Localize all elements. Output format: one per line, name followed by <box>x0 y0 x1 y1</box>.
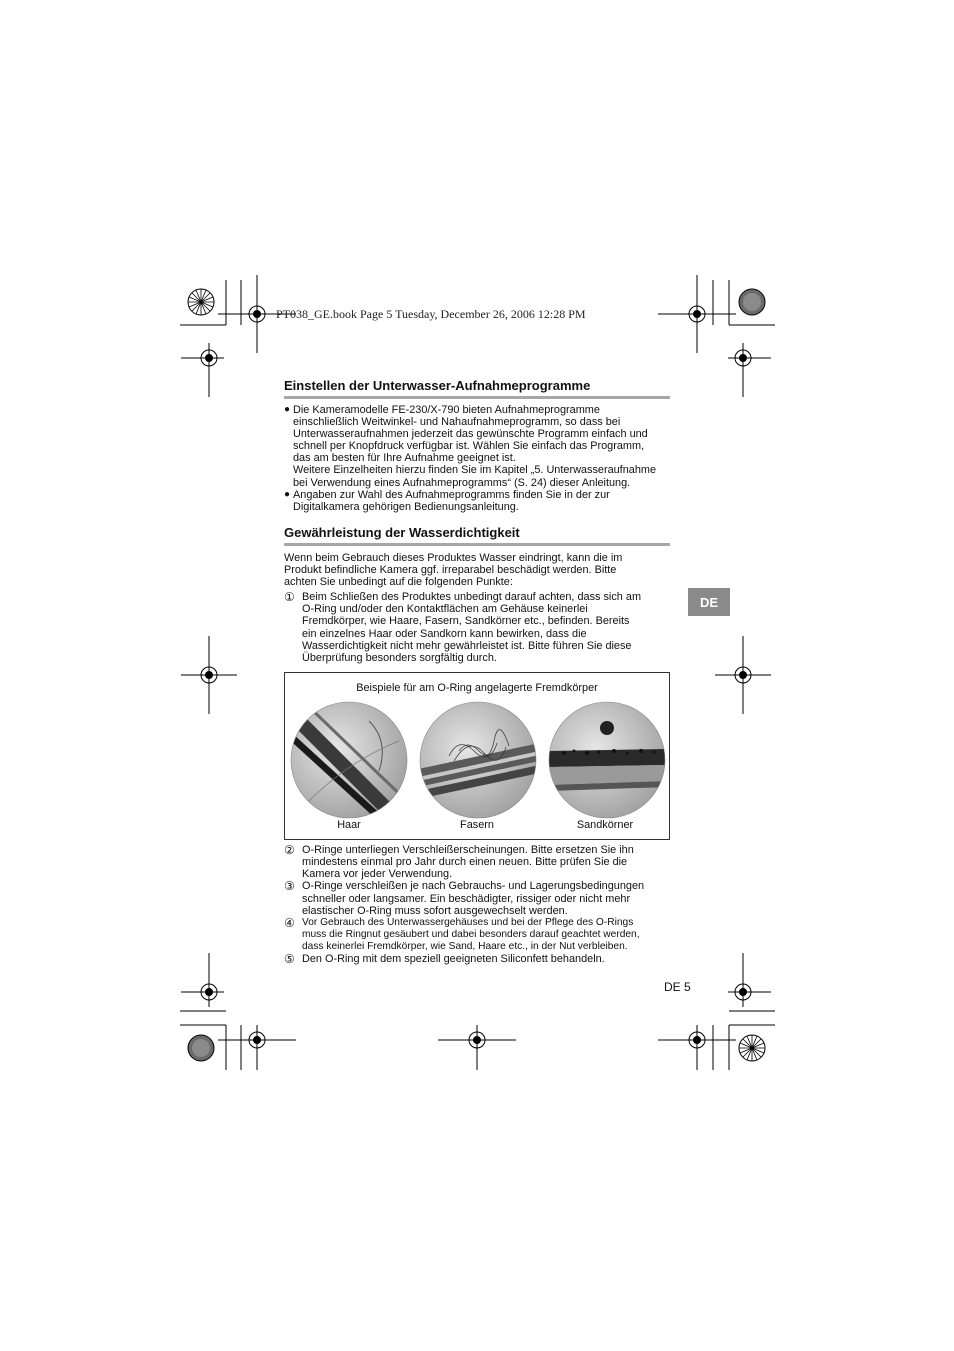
numbered-list-rest <box>284 844 670 966</box>
text-line: Produkt befindliche Kamera ggf. irreparabel beschädigt werden. Bitte <box>284 564 617 577</box>
text-line: Digitalkamera gehörigen Bedienungsanleitung. <box>293 500 519 513</box>
section-title-programs: Einstellen der Unterwasser-Aufnahmeprogramme <box>284 378 670 399</box>
label-hair: Haar <box>337 818 361 831</box>
label-fibers: Fasern <box>460 818 494 831</box>
text-line: Wasserdichtigkeit nicht mehr gewährleistet ist. Bitte führen Sie diese <box>302 639 632 652</box>
language-tab: DE <box>688 588 730 616</box>
number-marker: ③ <box>284 879 295 894</box>
o-ring-figure <box>284 672 670 840</box>
text-line: das am besten für Ihre Aufnahme geeignet ist. <box>293 452 516 465</box>
text-line: dass keinerlei Fremdkörper, wie Sand, Haare etc., in der Nut verbleiben. <box>302 941 628 953</box>
list-item <box>284 917 670 953</box>
text-line: O-Ring und/oder den Kontaktflächen am Gehäuse keinerlei <box>302 603 588 616</box>
text-line: elastischer O-Ring muss sofort ausgewechselt werden. <box>302 905 568 917</box>
text-line: Kamera vor jeder Verwendung. <box>302 868 453 881</box>
text-line: Angaben zur Wahl des Aufnahmeprogramms finden Sie in der zur <box>293 488 610 501</box>
bullet-icon: ● <box>284 488 291 500</box>
list-item <box>284 953 670 965</box>
text-line: schnell per Knopfdruck verfügbar ist. Wählen Sie einfach das Programm, <box>293 440 645 453</box>
text-line: Beim Schließen des Produktes unbedingt darauf achten, dass sich am <box>302 590 642 603</box>
program-bullet-list <box>284 404 670 513</box>
photo-sand <box>548 701 667 819</box>
text-line: O-Ringe unterliegen Verschleißerscheinungen. Bitte ersetzen Sie ihn <box>302 843 634 856</box>
text-line: ein einzelnes Haar oder Sandkorn kann bewirken, dass die <box>302 627 587 640</box>
list-item <box>284 844 670 881</box>
bullet-icon: ● <box>284 404 291 415</box>
print-header: PT038_GE.book Page 5 Tuesday, December 26, 2006 12:28 PM <box>276 307 586 321</box>
numbered-list-first <box>284 591 670 665</box>
text-line: Fremdkörper, wie Haare, Fasern, Sandkörner etc., befinden. Bereits <box>302 615 630 628</box>
page-number: DE 5 <box>664 980 691 994</box>
bullet-item <box>284 489 670 513</box>
text-line: Wenn beim Gebrauch dieses Produktes Wasser eindringt, kann die im <box>284 551 623 564</box>
section-title-waterproof: Gewährleistung der Wasserdichtigkeit <box>284 525 670 546</box>
text-line: Unterwasseraufnahmen jederzeit das gewünschte Programm einfach und <box>293 428 648 441</box>
text-line: Den O-Ring mit dem speziell geeigneten Siliconfett behandeln. <box>302 953 605 966</box>
figure-caption: Beispiele für am O-Ring angelagerte Fremdkörper <box>356 681 598 694</box>
label-sand: Sandkörner <box>576 818 634 831</box>
text-line: einschließlich Weitwinkel- und Nahaufnahmeprogramm, so dass bei <box>293 416 621 429</box>
o-ring-photos <box>289 701 667 819</box>
bullet-item <box>284 404 670 489</box>
number-marker: ⑤ <box>284 952 295 967</box>
text-line: Überprüfung besonders sorgfältig durch. <box>302 652 497 665</box>
text-line: muss die Ringnut gesäubert und dabei besonders darauf geachtet werden, <box>302 929 640 941</box>
text-line: bei Verwendung eines Aufnahmeprogramms“ (S. 24) dieser Anleitung. <box>293 476 631 489</box>
text-line: Die Kameramodelle FE-230/X-790 bieten Aufnahmeprogramme <box>293 404 600 416</box>
text-line: Weitere Einzelheiten hierzu finden Sie im Kapitel „5. Unterwasseraufnahme <box>293 464 657 477</box>
page-content <box>284 378 670 965</box>
photo-fibers <box>409 701 549 819</box>
list-item <box>284 880 670 917</box>
list-item <box>284 591 670 665</box>
text-line: schneller oder langsamer. Ein beschädigter, rissiger oder nicht mehr <box>302 892 631 905</box>
text-line: O-Ringe verschleißen je nach Gebrauchs- und Lagerungsbedingungen <box>302 880 645 893</box>
text-line: Vor Gebrauch des Unterwassergehäuses und bei der Pflege des O-Rings <box>302 917 634 929</box>
number-marker: ④ <box>284 916 295 931</box>
number-marker: ① <box>284 589 295 604</box>
text-line: achten Sie unbedingt auf die folgenden Punkte: <box>284 576 513 589</box>
text-line: mindestens einmal pro Jahr durch einen neuen. Bitte prüfen Sie die <box>302 855 628 868</box>
intro-paragraph <box>284 552 670 589</box>
number-marker: ② <box>284 842 295 857</box>
